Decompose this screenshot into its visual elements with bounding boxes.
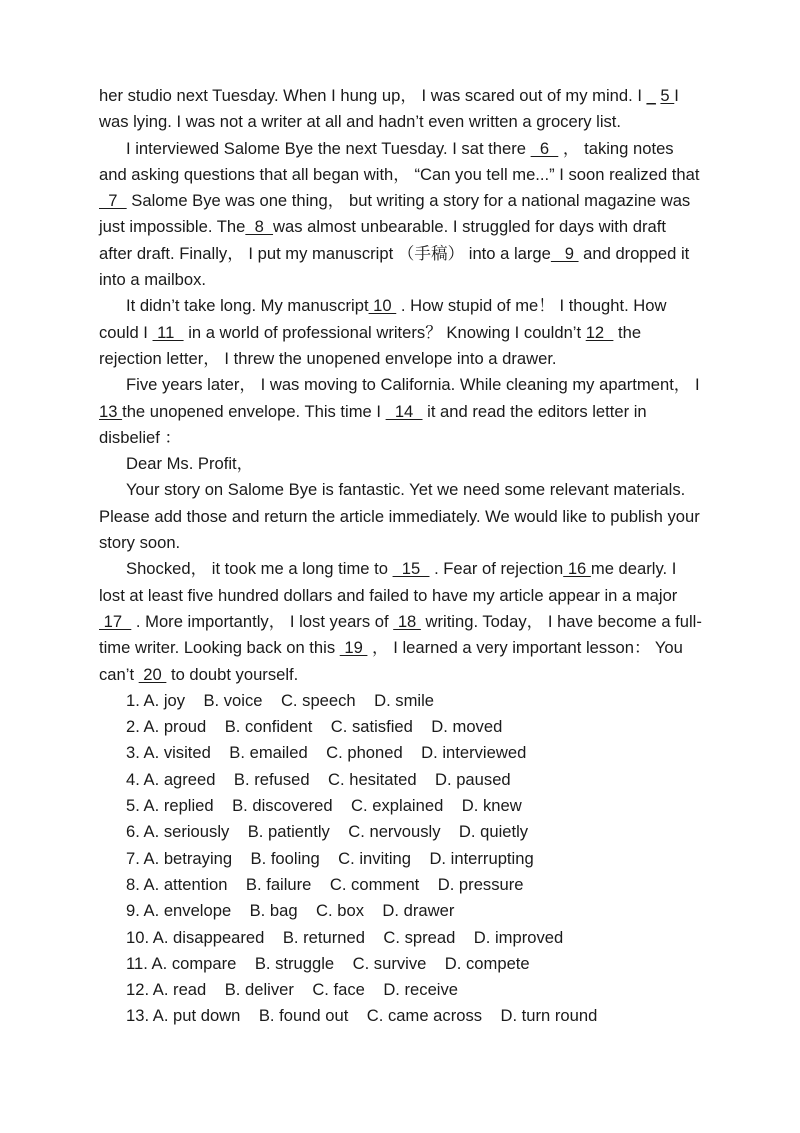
option-line: 4. A. agreed B. refused C. hesitated D. paused (126, 769, 511, 789)
blank-number: 20 (138, 664, 167, 684)
blank-number: 10 (368, 296, 397, 316)
passage-paragraph (99, 556, 703, 687)
blank-number: 14 (385, 401, 423, 421)
option-line: 12. A. read B. deliver C. face D. receive (126, 980, 459, 1000)
blank-number: 18 (393, 611, 421, 631)
passage-text: and dropped it into a mailbox. (99, 243, 690, 290)
option-line: 10. A. disappeared B. returned C. spread D. improved (126, 927, 564, 947)
option-line: 5. A. replied B. discovered C. explained D. knew (126, 796, 522, 816)
blank-number: 16 (563, 559, 591, 579)
passage-text: . How stupid of me！ I thought. How could I (99, 296, 667, 342)
passage-text: Shocked， it took me a long time to (126, 559, 393, 579)
passage-text: Five years later， I was moving to California. While cleaning my apartment， I (126, 375, 700, 395)
passage-text: ， taking notes and asking questions that all began with， “Can you tell me...” I soon realized that (99, 138, 700, 184)
blank-number: 9 (550, 243, 579, 263)
blank-number: 5 (660, 86, 675, 105)
passage-text: it and read the editors letter in disbelief ： (99, 401, 647, 447)
answer-options (99, 688, 703, 1030)
passage-paragraph (99, 372, 703, 451)
blank-number: 17 (99, 611, 132, 631)
passage-text: Dear Ms. Profit， (126, 454, 254, 474)
passage-text: . More importantly， I lost years of (131, 611, 394, 631)
option-line: 11. A. compare B. struggle C. survive D. compete (126, 953, 530, 973)
blank-number: 11 (152, 322, 184, 342)
option-line: 9. A. envelope B. bag C. box D. drawer (126, 901, 455, 921)
passage-text: Salome Bye was one thing， but writing a story for a national magazine was just impossible. The (99, 191, 691, 237)
passage-text: to doubt yourself. (166, 664, 299, 684)
passage-paragraph (99, 293, 703, 372)
option-line: 8. A. attention B. failure C. comment D. pressure (126, 874, 524, 894)
passage-text: writing. Today， I have become a full-time writer. Looking back on this (99, 611, 702, 658)
blank-number: _ (646, 86, 656, 105)
passage (99, 83, 703, 1030)
blank-number: 12 (585, 322, 614, 342)
option-line: 3. A. visited B. emailed C. phoned D. interviewed (126, 743, 527, 763)
cloze-passage (99, 83, 703, 688)
passage-text: the unopened envelope. This time I (122, 401, 386, 421)
passage-text: was almost unbearable. I struggled for days with draft after draft. Finally， I put my manuscript （手稿） into a large (99, 217, 666, 263)
blank-number: 13 (99, 401, 123, 421)
blank-number: 6 (530, 138, 559, 158)
passage-paragraph (99, 477, 703, 556)
blank-number: 19 (339, 638, 368, 658)
option-line: 6. A. seriously B. patiently C. nervously D. quietly (126, 822, 529, 842)
passage-text: It didn’t take long. My manuscript (126, 296, 369, 316)
option-line: 7. A. betraying B. fooling C. inviting D. interrupting (126, 848, 534, 868)
passage-text: . Fear of rejection (429, 559, 564, 579)
passage-paragraph (99, 136, 703, 294)
option-line: 2. A. proud B. confident C. satisfied D. moved (126, 717, 503, 737)
blank-number: 15 (392, 559, 430, 579)
option-line: 1. A. joy B. voice C. speech D. smile (126, 690, 435, 710)
passage-text: me dearly. I lost at least five hundred dollars and failed to have my article appear in a major (99, 559, 678, 605)
blank-number: 8 (245, 217, 274, 237)
passage-text: I interviewed Salome Bye the next Tuesday. I sat there (126, 138, 531, 158)
passage-text: in a world of professional writers？ Knowing I couldn’t (183, 322, 586, 342)
passage-text: the rejection letter， I threw the unopened envelope into a drawer. (99, 322, 642, 368)
passage-paragraph (99, 451, 703, 477)
passage-paragraph (99, 83, 703, 136)
passage-text: her studio next Tuesday. When I hung up， I was scared out of my mind. I (99, 86, 647, 105)
passage-text: ， I learned a very important lesson： You can’t (99, 638, 683, 684)
option-line: 13. A. put down B. found out C. came across D. turn round (126, 1006, 598, 1026)
passage-text: Your story on Salome Bye is fantastic. Yet we need some relevant materials. Please add those and return the article immediately. We would like to publish your story soon. (99, 480, 700, 553)
blank-number: 7 (99, 191, 127, 211)
passage-text: I was lying. I was not a writer at all and hadn’t even written a grocery list. (99, 86, 679, 132)
